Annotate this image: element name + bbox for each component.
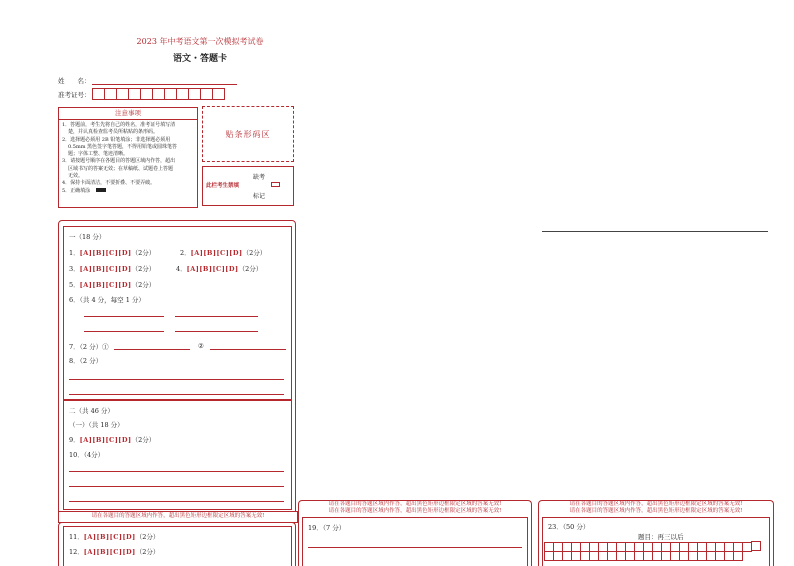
notice-line: 区域书写的答案无效；在草稿纸、试题卷上答题	[68, 165, 174, 172]
section1-box	[63, 226, 292, 400]
q6-label: 6．（共 4 分，每空 1 分）	[69, 296, 145, 304]
q5-options[interactable]: [A][B][C][D]	[79, 281, 132, 289]
q12-row[interactable]: 12．[A][B][C][D]（2分）	[69, 548, 160, 556]
q19-label: 19．（7 分）	[308, 524, 346, 532]
notice-heading: 注意事项	[59, 108, 197, 120]
warning-right-line: 请在各题目的答题区域内作答，超出黑色矩形边框限定区域的答案无效!	[569, 508, 743, 514]
composition-cell[interactable]	[751, 541, 761, 551]
q7-mark-2: ②	[198, 342, 204, 350]
notice-line: 楚，并认真检查监考员所粘贴的条形码。	[68, 129, 159, 136]
q10-line[interactable]	[69, 486, 284, 487]
sheet-subtitle: 语文・答题卡	[172, 54, 227, 64]
warning-mid-line: 请在各题目的答题区域内作答，超出黑色矩形边框限定区域的答案无效!	[328, 508, 502, 514]
section2-sub1: （一）（共 18 分）	[69, 421, 124, 429]
id-cell[interactable]	[212, 88, 225, 100]
q7-blank-2[interactable]	[210, 349, 286, 350]
id-grid[interactable]	[93, 88, 225, 100]
q9-row[interactable]: 9．[A][B][C][D]（2分）	[69, 436, 156, 444]
section2-box	[63, 400, 292, 510]
warning-mid-line: 请在各题目的答题区域内作答，超出黑色矩形边框限定区域的答案无效!	[328, 501, 502, 507]
q8-label: 8．（2 分）	[69, 357, 103, 365]
q3-row[interactable]: 3．[A][B][C][D]（2分）	[69, 265, 156, 273]
q6-blank[interactable]	[175, 316, 258, 317]
q2-row[interactable]: 2．[A][B][C][D]（2分）	[180, 249, 267, 257]
composition-grid[interactable]	[545, 542, 769, 561]
warning-mid	[300, 501, 530, 515]
q2-options[interactable]: [A][B][C][D]	[190, 249, 243, 257]
q6-blank[interactable]	[84, 331, 164, 332]
q3-options[interactable]: [A][B][C][D]	[79, 265, 132, 273]
absent-box	[202, 166, 294, 206]
q8-line[interactable]	[69, 394, 284, 395]
notice-line: 1．答题前，考生先将自己的姓名，准考证号填写清	[62, 122, 176, 128]
q5-row[interactable]: 5．[A][B][C][D]（2分）	[69, 281, 156, 289]
q12-options[interactable]: [A][B][C][D]	[83, 548, 136, 556]
warning-right-line: 请在各题目的答题区域内作答，超出黑色矩形边框限定区域的答案无效!	[569, 501, 743, 507]
essay-title: 题目：再三以后	[638, 533, 684, 541]
q10-line[interactable]	[69, 501, 284, 502]
section2-heading: 二（共 46 分）	[69, 407, 114, 415]
section-bottom-right-box	[542, 517, 770, 566]
q1-options[interactable]: [A][B][C][D]	[79, 249, 132, 257]
q8-line[interactable]	[69, 379, 284, 380]
section1-heading: 一（18 分）	[69, 233, 106, 241]
notice-line: 题；字体工整、笔迹清晰。	[68, 151, 129, 158]
notice-line: 3．请按题号顺序在各题目的答题区域内作答，超出	[62, 158, 176, 165]
q10-label: 10．（4分）	[69, 451, 105, 459]
absent-mark-top: 缺考	[253, 174, 266, 181]
absent-forbid-label: 此栏考生禁填	[206, 183, 240, 189]
top-right-line	[542, 231, 768, 232]
barcode-label: 贴条形码区	[225, 129, 271, 139]
notice-line: 0.5mm 黑色签字笔答题，不得用铅笔或圆珠笔答	[68, 143, 178, 150]
q19-line[interactable]	[308, 547, 522, 548]
id-label: 准考证号：	[58, 91, 91, 99]
section-bottom-left-box	[63, 526, 292, 566]
notice-line: 5．正确填涂	[62, 188, 194, 195]
q10-line[interactable]	[69, 471, 284, 472]
composition-cell[interactable]	[733, 551, 743, 561]
barcode-area	[202, 106, 294, 162]
q23-label: 23．（50 分）	[548, 523, 590, 531]
filled-mark-sample	[96, 188, 106, 192]
name-label: 姓 名：	[58, 77, 91, 85]
notice-line: 2．选择题必须用 2B 铅笔填涂；非选择题必须用	[62, 136, 171, 143]
q1-row[interactable]: 1．[A][B][C][D]（2分）	[69, 249, 156, 257]
q7-label: 7．（2 分）①	[69, 343, 109, 351]
notice-line: 4．保持卡面清洁，不要折叠、不要弄破。	[62, 180, 156, 187]
q11-row[interactable]: 11．[A][B][C][D]（2分）	[69, 533, 160, 541]
q6-blank[interactable]	[84, 316, 164, 317]
q6-blank[interactable]	[175, 331, 258, 332]
q9-options[interactable]: [A][B][C][D]	[79, 436, 132, 444]
notice-box	[58, 107, 198, 208]
q4-row[interactable]: 4．[A][B][C][D]（2分）	[176, 265, 263, 273]
notice-body	[59, 120, 197, 197]
exam-title: 2023 年中考语文第一次模拟考试卷	[136, 37, 264, 46]
absent-checkbox[interactable]	[271, 182, 280, 187]
q4-options[interactable]: [A][B][C][D]	[186, 265, 239, 273]
absent-mark-bottom: 标记	[253, 193, 266, 200]
warning-right	[540, 501, 772, 515]
section-bottom-mid-box	[302, 517, 528, 566]
q7-blank-1[interactable]	[114, 349, 190, 350]
warning-band-left: 请在各题目的答题区域内作答，超出黑色矩形边框限定区域的答案无效!	[58, 511, 298, 523]
name-field[interactable]	[92, 84, 237, 85]
q11-options[interactable]: [A][B][C][D]	[83, 533, 136, 541]
notice-line: 无效。	[68, 173, 84, 180]
